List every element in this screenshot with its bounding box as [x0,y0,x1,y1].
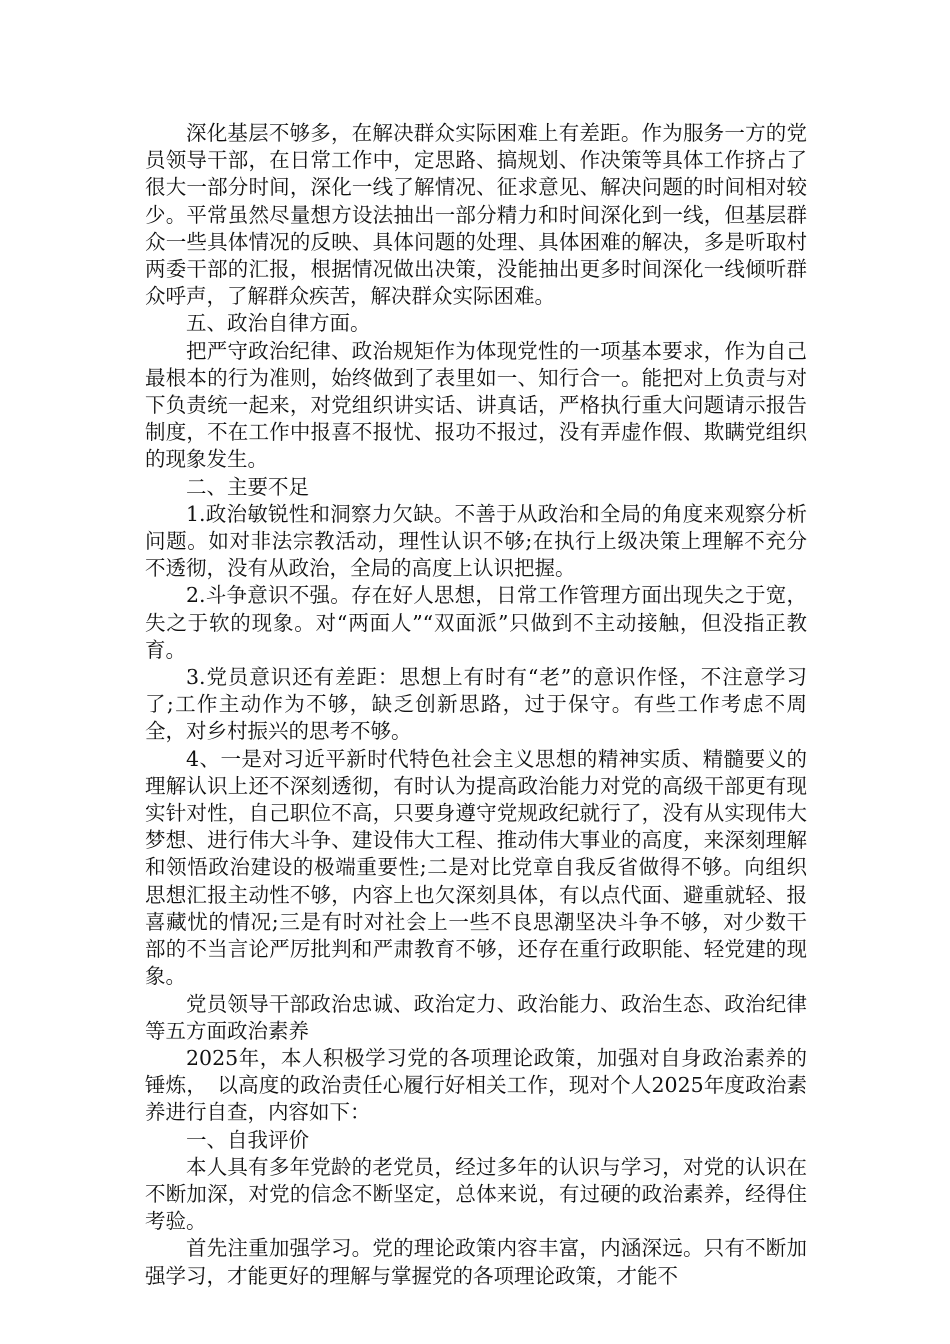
paragraph-political-discipline: 把严守政治纪律、政治规矩作为体现党性的一项基本要求，作为自己最根本的行为准则，始终做到了表里如一、知行合一。能把对上负责与对下负责统一起来，对党组织讲实话、讲真话，严格执行重大问题请示报告制度，不在工作中报喜不报忧、报功不报过，没有弄虚作假、欺瞒党组织的现象发生。 [145,338,807,472]
paragraph-grassroots-gap: 深化基层不够多，在解决群众实际困难上有差距。作为服务一方的党员领导干部，在日常工作中，定思路、搞规划、作决策等具体工作挤占了很大一部分时间，深化一线了解情况、征求意见、解决问题的时间相对较少。平常虽然尽量想方设法抽出一部分精力和时间深化到一线，但基层群众一些具体情况的反映、具体问题的处理、具体困难的解决，多是听取村两委干部的汇报，根据情况做出决策，没能抽出更多时间深化一线倾听群众呼声，了解群众疾苦，解决群众实际困难。 [145,121,807,309]
heading-main-shortcomings: 二、主要不足 [186,474,309,499]
paragraph-intro-2025: 2025年，本人积极学习党的各项理论政策，加强对自身政治素养的锤炼， 以高度的政治责任心履行好相关工作，现对个人2025年度政治素养进行自查，内容如下： [145,1045,807,1125]
section-title-political-quality: 党员领导干部政治忠诚、政治定力、政治能力、政治生态、政治纪律等五方面政治素养 [145,991,807,1043]
paragraph-shortcoming-3: 3.党员意识还有差距：思想上有时有“老”的意识作怪，不注意学习了;工作主动作为不够，缺乏创新思路，过于保守。有些工作考虑不周全，对乡村振兴的思考不够。 [145,665,807,744]
paragraph-shortcoming-1: 1.政治敏锐性和洞察力欠缺。不善于从政治和全局的角度来观察分析问题。如对非法宗教活动，理性认识不够;在执行上级决策上理解不充分不透彻，没有从政治，全局的高度上认识把握。 [145,501,807,581]
paragraph-shortcoming-4: 4、一是对习近平新时代特色社会主义思想的精神实质、精髓要义的理解认识上还不深刻透彻，有时认为提高政治能力对党的高级干部更有现实针对性，自己职位不高，只要身遵守党规政纪就行了，没有从实现伟大梦想、进行伟大斗争、建设伟大工程、推动伟大事业的高度，来深刻理解和领悟政治建设的极端重要性;二是对比党章自我反省做得不够。向组织思想汇报主动性不够，内容上也欠深刻具体，有以点代面、避重就轻、报喜藏忧的情况;三是有时对社会上一些不良思潮坚决斗争不够，对少数干部的不当言论严厉批判和严肃教育不够，还存在重行政职能、轻党建的现象。 [145,746,807,989]
paragraph-shortcoming-2: 2.斗争意识不强。存在好人思想，日常工作管理方面出现失之于宽，失之于软的现象。对“两面人”“双面派”只做到不主动接触，但没指正教育。 [145,583,807,662]
heading-political-self-discipline: 五、政治自律方面。 [186,311,371,336]
document-page [145,120,807,1290]
paragraph-self-evaluation: 本人具有多年党龄的老党员，经过多年的认识与学习，对党的认识在不断加深，对党的信念不断坚定，总体来说，有过硬的政治素养，经得住考验。 [145,1154,807,1234]
heading-self-evaluation: 一、自我评价 [186,1127,309,1152]
paragraph-study-emphasis: 首先注重加强学习。党的理论政策内容丰富，内涵深远。只有不断加强学习，才能更好的理解与掌握党的各项理论政策，才能不 [145,1236,807,1288]
